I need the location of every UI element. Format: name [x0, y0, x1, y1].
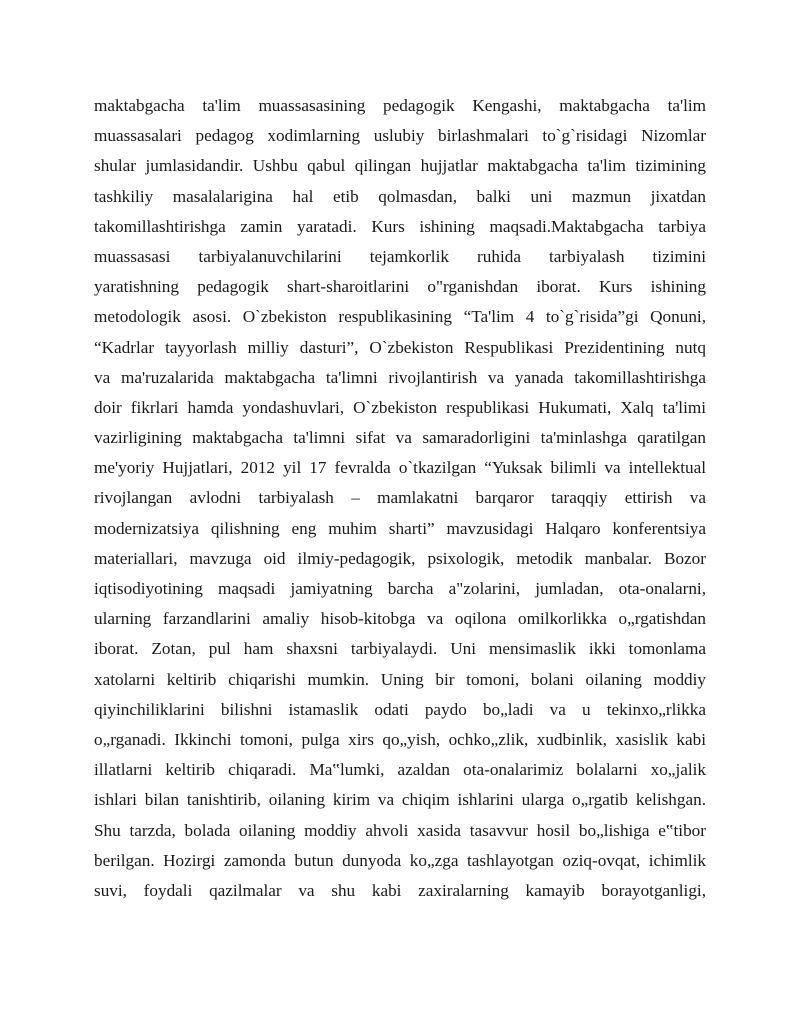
text-line: shular jumlasidandir. Ushbu qabul qilingan hujjatlar maktabgacha ta'lim tizimining	[94, 156, 706, 176]
text-line: xatolarni keltirib chiqarishi mumkin. Uning bir tomoni, bolani oilaning moddiy	[94, 669, 706, 689]
text-line: qiyinchiliklarini bilishni istamaslik odati paydo bo„ladi va u tekinxo„rlikka	[94, 699, 706, 719]
text-line: vazirligining maktabgacha ta'limni sifat va samaradorligini ta'minlashga qaratilgan	[94, 428, 706, 448]
text-line: maktabgacha ta'lim muassasasining pedagogik Kengashi, maktabgacha ta'lim	[94, 96, 706, 115]
text-line: metodologik asosi. O`zbekiston respublikasining “Ta'lim 4 to`g`risida”gi Qonuni,	[94, 307, 706, 327]
text-line: muassasasi tarbiyalanuvchilarini tejamkorlik ruhida tarbiyalash tizimini	[94, 246, 706, 266]
text-line: suvi, foydali qazilmalar va shu kabi zaxiralarning kamayib borayotganligi,	[94, 880, 706, 900]
text-line: “Kadrlar tayyorlash milliy dasturi”, O`zbekiston Respublikasi Prezidentining nutq	[94, 337, 706, 357]
text-line: muassasalari pedagog xodimlarning uslubiy birlashmalari to`g`risidagi Nizomlar	[94, 126, 706, 146]
text-line: materiallari, mavzuga oid ilmiy-pedagogik, psixologik, metodik manbalar. Bozor	[94, 548, 706, 568]
body-text	[94, 91, 706, 906]
text-line: iqtisodiyotining maqsadi jamiyatning barcha a"zolarini, jumladan, ota-onalarni,	[94, 579, 706, 598]
text-line: yaratishning pedagogik shart-sharoitlarini o"rganishdan iborat. Kurs ishining	[94, 277, 706, 297]
text-line: illatlarni keltirib chiqaradi. Ma‟lumki, azaldan ota-onalarimiz bolalarni xo„jalik	[94, 760, 706, 780]
text-line: modernizatsiya qilishning eng muhim sharti” mavzusidagi Halqaro konferentsiya	[94, 518, 706, 538]
text-line: tashkiliy masalalarigina hal etib qolmasdan, balki uni mazmun jixatdan	[94, 186, 706, 206]
text-line: Shu tarzda, bolada oilaning moddiy ahvoli xasida tasavvur hosil bo„lishiga e‟tibor	[94, 820, 706, 840]
text-line: doir fikrlari hamda yondashuvlari, O`zbekiston respublikasi Hukumati, Xalq ta'limi	[94, 397, 706, 417]
text-line: takomillashtirishga zamin yaratadi. Kurs ishining maqsadi.Maktabgacha tarbiya	[94, 216, 706, 236]
text-line: ishlari bilan tanishtirib, oilaning kirim va chiqim ishlarini ularga o„rgatib kelishgan.	[94, 790, 706, 810]
text-line: o„rganadi. Ikkinchi tomoni, pulga xirs qo„yish, ochko„zlik, xudbinlik, xasislik kabi	[94, 729, 706, 749]
text-line: berilgan. Hozirgi zamonda butun dunyoda ko„zga tashlayotgan oziq-ovqat, ichimlik	[94, 850, 706, 870]
text-line: rivojlangan avlodni tarbiyalash – mamlakatni barqaror taraqqiy ettirish va	[94, 488, 706, 508]
text-line: me'yoriy Hujjatlari, 2012 yil 17 fevralda o`tkazilgan “Yuksak bilimli va intellektual	[94, 458, 706, 478]
text-line: ularning farzandlarini amaliy hisob-kitobga va oqilona omilkorlikka o„rgatishdan	[94, 609, 706, 629]
text-line: iborat. Zotan, pul ham shaxsni tarbiyalaydi. Uni mensimaslik ikki tomonlama	[94, 639, 706, 659]
text-line: va ma'ruzalarida maktabgacha ta'limni rivojlantirish va yanada takomillashtirishga	[94, 367, 706, 387]
